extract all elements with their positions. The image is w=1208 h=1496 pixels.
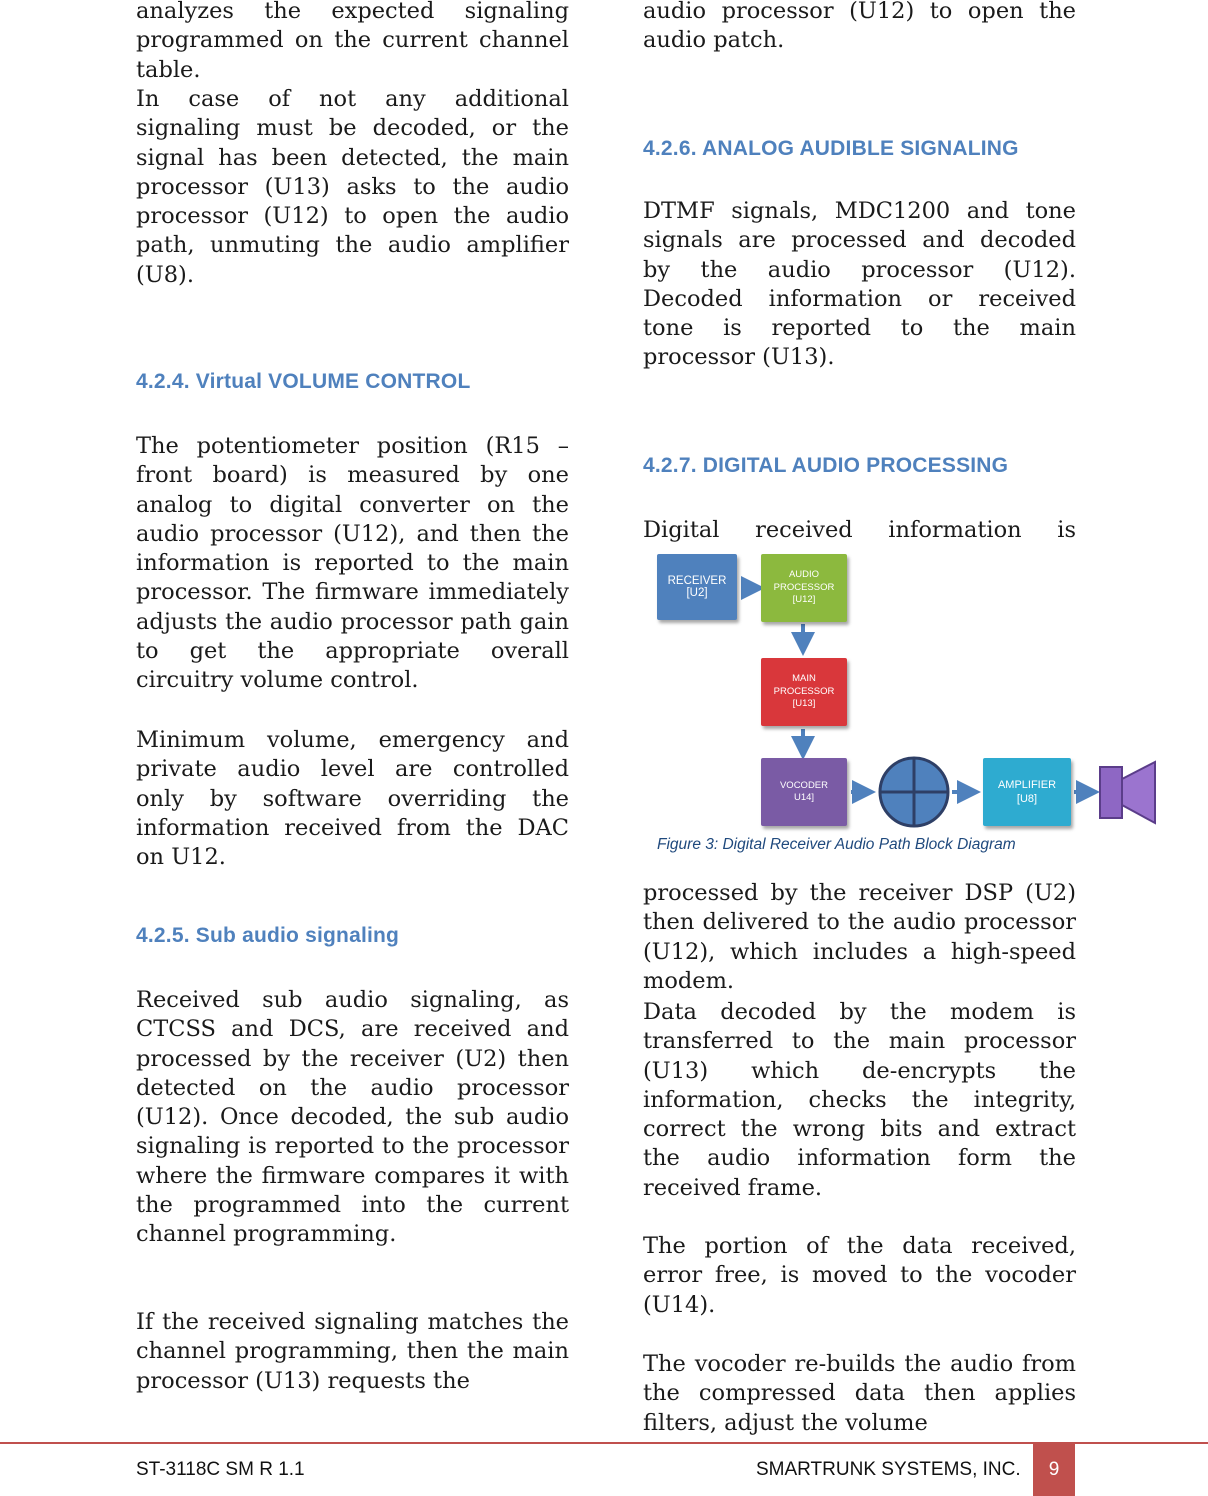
section-heading-4-2-4: 4.2.4. Virtual VOLUME CONTROL (136, 370, 471, 393)
block-label: [U8] (1016, 793, 1038, 805)
block-label: [U13] (792, 698, 816, 710)
block-label: PROCESSOR (773, 581, 835, 593)
footer-company: SMARTRUNK SYSTEMS, INC. (756, 1459, 1021, 1480)
block-label: U14] (793, 792, 815, 803)
main-processor-block (761, 658, 847, 726)
audio-path-block-diagram (643, 546, 1163, 866)
footer-document-id: ST-3118C SM R 1.1 (136, 1459, 305, 1480)
block-label: AMPLIFIER (997, 779, 1057, 791)
figure-caption: Figure 3: Digital Receiver Audio Path Block Diagram (657, 836, 1016, 853)
paragraph: audio processor (U12) to open the audio patch. (643, 0, 1076, 54)
paragraph: Digital received information is (643, 517, 1076, 543)
paragraph: The potentiometer position (R15 – front board) is measured by one analog to digital converter on the audio processor (U12), and then the information is reported to the main processor. The firmware immediately adjusts the audio processor path gain to get the appropriate overall circuitry volume control. (136, 433, 569, 694)
audio-processor-block (761, 554, 847, 622)
paragraph: Minimum volume, emergency and private audio level are controlled only by software overriding the information received from the DAC on U12. (136, 727, 569, 871)
section-heading-4-2-7: 4.2.7. DIGITAL AUDIO PROCESSING (643, 454, 1009, 477)
paragraph: Data decoded by the modem is transferred to the main processor (U13) which de-encrypts the information, checks the integrity, correct the wrong bits and extract the audio information form the received frame. (643, 999, 1076, 1201)
section-heading-4-2-6: 4.2.6. ANALOG AUDIBLE SIGNALING (643, 137, 1019, 160)
block-label: PROCESSOR (773, 685, 835, 697)
speaker-icon (1100, 762, 1155, 823)
summing-junction-icon (880, 758, 948, 826)
paragraph: processed by the receiver DSP (U2) then delivered to the audio processor (U12), which includes a high-speed modem. (643, 880, 1076, 994)
paragraph: Received sub audio signaling, as CTCSS and DCS, are received and processed by the receiver (U2) then detected on the audio processor (U12). Once decoded, the sub audio signaling is reported to the processor where the firmware compares it with the programmed into the current channel programming. (136, 987, 569, 1248)
receiver-block (657, 554, 737, 620)
footer-divider (0, 1442, 1208, 1444)
block-label: [U12] (792, 594, 816, 606)
page-number: 9 (1033, 1444, 1075, 1496)
block-label: RECEIVER (667, 575, 727, 587)
paragraph: In case of not any additional signaling must be decoded, or the signal has been detected, the main processor (U13) asks to the audio processor (U12) to open the audio path, unmuting the audio amplifier (U8). (136, 86, 569, 288)
paragraph: The vocoder re-builds the audio from the compressed data then applies filters, adjust the volume (643, 1351, 1076, 1436)
section-heading-4-2-5: 4.2.5. Sub audio signaling (136, 924, 400, 947)
block-label: [U2] (686, 587, 708, 599)
paragraph: DTMF signals, MDC1200 and tone signals are processed and decoded by the audio processor (U12). Decoded information or received tone is reported to the main processor (U13). (643, 198, 1076, 371)
paragraph: The portion of the data received, error free, is moved to the vocoder (U14). (643, 1233, 1076, 1318)
paragraph: If the received signaling matches the channel programming, then the main processor (U13) requests the (136, 1309, 569, 1394)
amplifier-block (983, 758, 1071, 826)
block-label: MAIN (792, 673, 816, 685)
block-label: AUDIO (788, 569, 820, 581)
paragraph: analyzes the expected signaling programmed on the current channel table. (136, 0, 569, 83)
block-label: VOCODER (779, 779, 829, 791)
vocoder-block (761, 758, 847, 826)
